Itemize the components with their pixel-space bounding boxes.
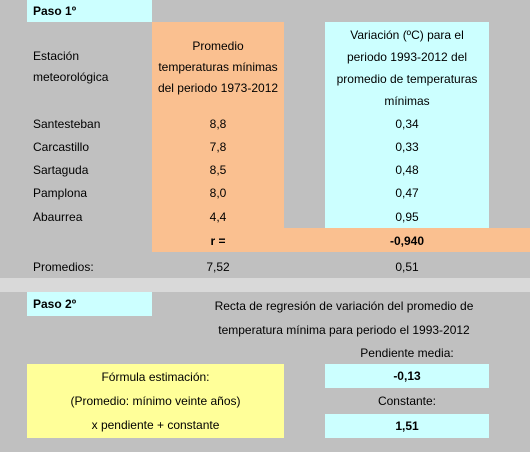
avg-header-line: temperaturas mínimas — [158, 60, 278, 74]
avg-header-line: del periodo 1973-2012 — [157, 81, 279, 95]
avg-column-header — [152, 36, 284, 99]
variation-value: 0,33 — [395, 140, 419, 154]
regression-title-line: temperatura mínima para periodo el 1993-2012 — [218, 323, 470, 337]
avg-value: 4,4 — [209, 210, 227, 224]
constant-value: 1,51 — [325, 414, 489, 438]
variation-value: 0,95 — [395, 210, 419, 224]
averages-variation-value: 0,51 — [395, 260, 419, 274]
step2-label: Paso 2º — [27, 292, 152, 316]
constant-label: Constante: — [377, 394, 437, 408]
avg-value: 8,5 — [209, 163, 227, 177]
averages-label: Promedios: — [33, 260, 94, 274]
station-name: Santesteban — [33, 117, 101, 131]
formula-line: Fórmula estimación: — [101, 370, 210, 384]
slope-label: Pendiente media: — [360, 346, 454, 360]
variation-column-header — [325, 24, 489, 112]
station-header — [33, 46, 148, 88]
variation-value: 0,48 — [395, 163, 419, 177]
variation-value: 0,34 — [395, 117, 419, 131]
formula-line: x pendiente + constante — [91, 418, 220, 432]
variation-header-line: Variación (ºC) para el — [350, 28, 464, 42]
slope-value: -0,13 — [325, 364, 489, 388]
variation-header-line: periodo 1993-2012 del — [346, 50, 468, 64]
variation-header-line: mínimas — [384, 94, 430, 108]
avg-header-line: Promedio — [192, 39, 244, 53]
section-separator — [0, 278, 530, 292]
station-name: Abaurrea — [33, 210, 83, 224]
station-header-line: Estación — [33, 49, 80, 63]
avg-value: 8,0 — [209, 186, 227, 200]
variation-value: 0,47 — [395, 186, 419, 200]
station-name: Pamplona — [33, 186, 88, 200]
formula-box — [27, 364, 284, 438]
station-header-line: meteorológica — [33, 70, 109, 84]
r-value: -0,940 — [389, 233, 425, 248]
step1-label: Paso 1º — [27, 0, 152, 22]
station-name: Sartaguda — [33, 163, 89, 177]
avg-value: 8,8 — [209, 117, 227, 131]
averages-avg-value: 7,52 — [206, 260, 230, 274]
avg-value: 7,8 — [209, 140, 227, 154]
station-name: Carcastillo — [33, 140, 90, 154]
variation-header-line: promedio de temperaturas — [336, 72, 478, 86]
regression-title-line: Recta de regresión de variación del promedio de — [214, 299, 474, 313]
regression-title — [184, 294, 504, 342]
r-label: r = — [210, 233, 226, 248]
formula-line: (Promedio: mínimo veinte años) — [70, 394, 241, 408]
